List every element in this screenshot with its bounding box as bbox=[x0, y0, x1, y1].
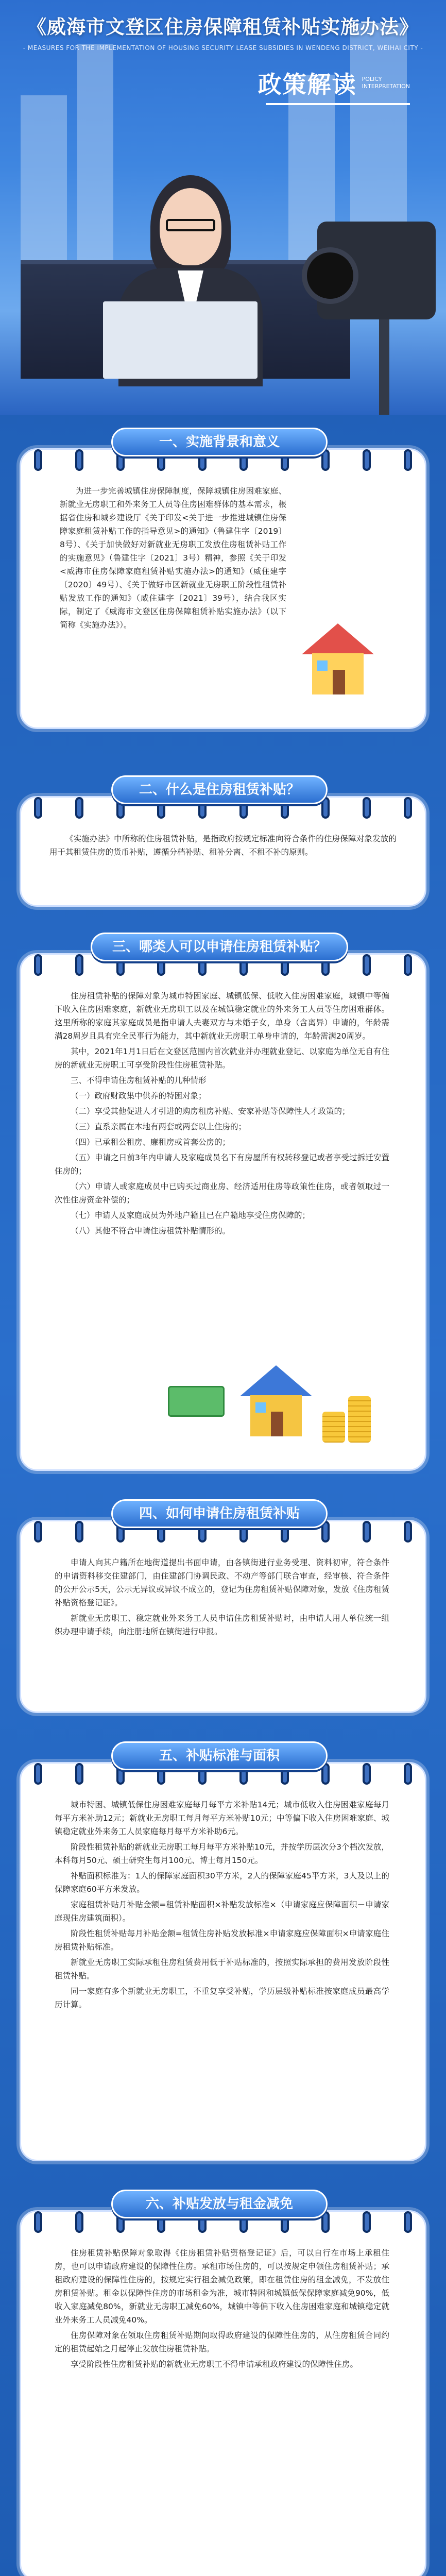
section-body: 《实施办法》中所称的住房租赁补贴，是指政府按规定标准向符合条件的住房保障对象发放的用于其租赁住房的货币补贴，遵循分档补贴、租补分离、不租不补的原则。 bbox=[49, 834, 397, 857]
house-icon bbox=[240, 1365, 312, 1437]
section-background bbox=[13, 1741, 433, 2169]
tripod bbox=[379, 319, 389, 415]
section-title: 一、实施背景和意义 bbox=[111, 428, 328, 456]
section-body: 为进一步完善城镇住房保障制度，保障城镇住房困难家庭、新就业无房职工和外来务工人员等住房困难群体的基本需求，根据省住房和城乡建设厅《关于印发<关于进一步推进城镇住房保障家庭租赁补贴工作的指导意见>的通知》（鲁建住字〔2019〕8号）、《关于加快做好对新就业无房职工发放住房租赁补贴工作的实施意见》（鲁建住字〔2021〕3号）精神，参照《关于印发<威海市住房保障家庭租赁补贴实施办法>的通知》（威住建字〔2020〕49号）、《关于做好市区新就业无房职工阶段性租赁补贴发放工作的通知》（威住建字〔2021〕39号），结合我区实际，制定了《威海市文登区住房保障租赁补贴实施办法》（以下简称《实施办法》）。 bbox=[60, 486, 286, 630]
section-background bbox=[13, 775, 433, 914]
coins-icon bbox=[322, 1396, 371, 1443]
section-background bbox=[13, 2190, 433, 2576]
desk-front bbox=[103, 301, 258, 379]
hero-banner bbox=[0, 0, 446, 415]
glasses-icon bbox=[166, 219, 215, 231]
section-body: 住房租赁补贴的保障对象为城市特困家庭、城镇低保、低收入住房困难家庭，城镇中等偏下收入住房困难家庭，新就业无房职工以及在城镇稳定就业的外来务工人员等住房困难群体。这里所称的家庭其家庭成员是指申请人夫妻双方与未婚子女，单身（含离异）申请的，年龄需满28周岁且具有完全民事行为能力，其中新就业无房职工单身申请的，年龄需满20周岁。 其中，2021年1月1日后在文登区范围内首次就业并办理就业登记、以家庭为单位无自有住房的新就业无房职工可享受阶段性住房租赁补贴。 三、不得申请住房租赁补贴的几种情形 （一）政府财政集中供养的特困对象； （二）享受其他促进人才引进的购房租房补贴、安家补贴等保障性人才政策的； （三）直系亲属在本地有两套或两套以上住房的； （四）已承租公租房、廉租房或首套公房的； （五）申请之日前3年内申请人及家庭成员名下有房屋所有权转移登记或者享受过拆迁安置住房的； （六）申请人或家庭成员中已购买过商业房、经济适用住房等政策性住房，或者领取过一次性住房资金补偿的； （七）申请人及家庭成员为外地户籍且已在户籍地享受住房保障的； （八）其他不符合申请住房租赁补贴情形的。 bbox=[55, 991, 389, 1235]
policy-tag bbox=[258, 66, 410, 100]
money-bill-icon bbox=[168, 1386, 225, 1417]
section-title: 四、如何申请住房租赁补贴 bbox=[111, 1499, 328, 1528]
city-building bbox=[21, 95, 67, 260]
section-body: 住房租赁补贴保障对象取得《住房租赁补贴资格登记证》后，可以自行在市场上承租住房，也可以申请政府建设的保障性住房。承租市场住房的，可以按规定申领住房租赁补贴；承租政府建设的保障性住房的，按规定实行租金减免政策，即在租赁住房的租金减免，不发放住房租赁补贴。租金以保障性住房的市场租金为准，城市特困和城镇低保保障家庭减免90%，低收入家庭减免80%，新就业无房职工减免60%，城镇中等偏下收入住房困难家庭和城镇稳定就业外来务工人员减免40%。 住房保障对象在领取住房租赁补贴期间取得政府建设的保障性住房的，从住房租赁合同约定的租赁起始之月起停止发放住房租赁补贴。 享受阶段性住房租赁补贴的新就业无房职工不得申请承租政府建设的保障性住房。 bbox=[55, 2248, 389, 2369]
camera-lens bbox=[302, 247, 358, 304]
section-body: 城市特困、城镇低保住房困难家庭每月每平方米补贴14元；城市低收入住房困难家庭每月每平方米补助12元；新就业无房职工每月每平方米补贴10元；中等偏下收入住房困难家庭、城镇稳定就业外来务工人员家庭每月每平方米补助6元。 阶段性租赁补贴的新就业无房职工每月每平方米补贴10元，并按学历层次分3个档次发放，本科每月50元、硕士研究生每月100元、博士每月150元。 补贴面积标准为：1人的保障家庭面积30平方米，2人的保障家庭45平方米，3人及以上的保障家庭60平方米发放。 家庭租赁补贴月补贴金额=租赁补贴面积×补贴发放标准×（申请家庭应保障面积－申请家庭现住房建筑面积）。 阶段性租赁补贴每月补贴金额=租赁住房补贴发放标准×申请家庭应保障面积×申请家庭住房租赁补贴标准。 新就业无房职工实际承租住房租赁费用低于补贴标准的，按照实际承担的费用发放阶段性租赁补贴。 同一家庭有多个新就业无房职工，不重复享受补贴，学历层级补贴标准按家庭成员最高学历计算。 bbox=[55, 1800, 389, 2009]
section-background bbox=[13, 428, 433, 737]
section-title: 六、补贴发放与租金减免 bbox=[111, 2190, 328, 2218]
section-background bbox=[13, 1499, 433, 1721]
section-title: 二、什么是住房租赁补贴？ bbox=[111, 775, 328, 804]
page-title: 《威海市文登区住房保障租赁补贴实施办法》 bbox=[27, 16, 419, 38]
policy-label: 政策解读 bbox=[258, 71, 357, 98]
policy-label-en: POLICY INTERPRETATION bbox=[362, 76, 410, 90]
section-background bbox=[13, 933, 433, 1479]
section-title: 三、哪类人可以申请住房租赁补贴？ bbox=[91, 933, 348, 961]
policy-underline bbox=[266, 103, 410, 105]
house-icon bbox=[302, 623, 374, 696]
section-title: 五、补贴标准与面积 bbox=[111, 1741, 328, 1770]
section-body: 申请人向其户籍所在地街道提出书面申请，由各镇街进行业务受理、资料初审，符合条件的申请资料移交住建部门，由住建部门协调民政、不动产等部门联合审查，经审核、符合条件的公开公示5天，公示无异议或异议不成立的，登记为住房租赁补贴保障对象，发放《住房租赁补贴资格登记证》。 新就业无房职工、稳定就业外来务工人员申请住房租赁补贴时，由申请人用人单位统一组织办理申请手续，向注册地所在镇街进行申报。 bbox=[55, 1558, 389, 1636]
page-subtitle: - MEASURES FOR THE IMPLEMENTATION OF HOUSING SECURITY LEASE SUBSIDIES IN WENDENG DISTRICT, WEIHAI CITY - bbox=[23, 44, 423, 52]
city-building bbox=[77, 44, 113, 260]
